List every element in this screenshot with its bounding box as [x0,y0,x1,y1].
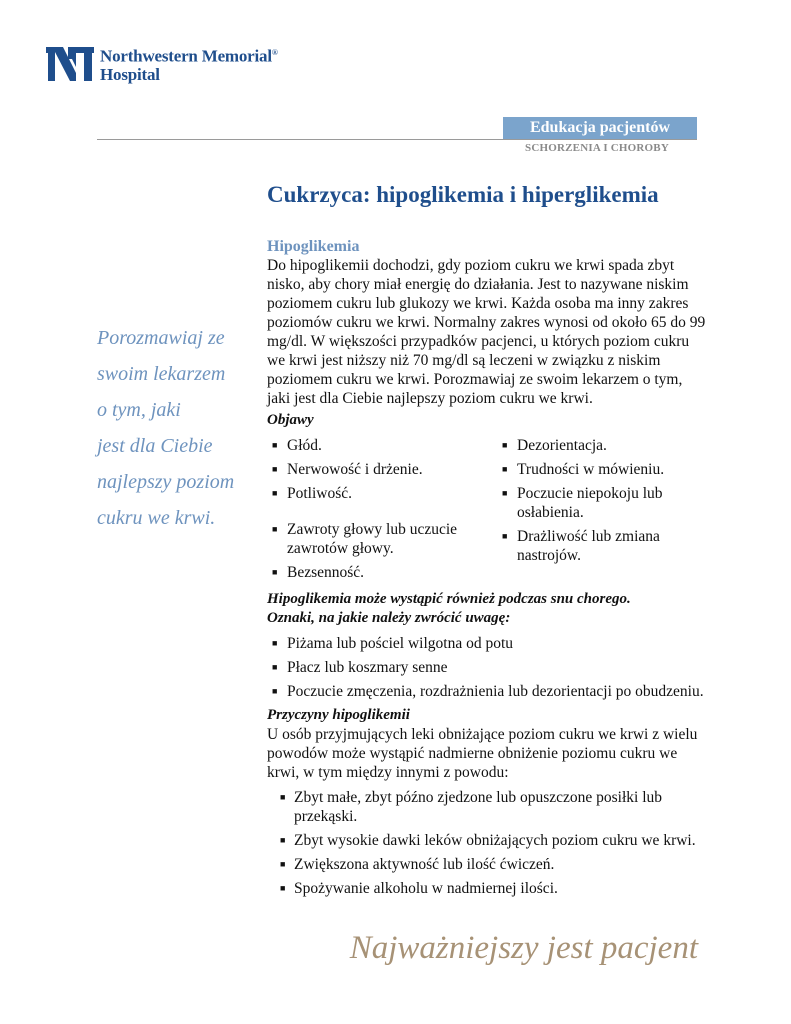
list-item: ■ Poczucie niepokoju lub osłabienia. [497,484,707,522]
list-item: ■ Głód. [267,436,497,455]
list-item: ■ Piżama lub pościel wilgotna od potu [267,634,707,653]
list-item: ■ Bezsenność. [267,563,497,582]
pull-quote-line: najlepszy poziom [97,471,235,493]
list-item: ■ Zwiększona aktywność lub ilość ćwiczeń. [267,855,707,874]
pull-quote-line: Porozmawiaj ze [97,327,225,349]
logo-text [100,44,278,84]
logo-monogram [46,47,94,81]
causes-heading: Przyczyny hipoglikemii [267,707,410,723]
list-item: ■ Potliwość. [267,484,497,503]
night-signs-list [267,634,707,701]
list-item: ■ Drażliwość lub zmiana nastrojów. [497,527,707,565]
header-divider [97,139,697,140]
symptoms-heading: Objawy [267,412,314,428]
pull-quote-line: jest dla Ciebie [97,435,213,457]
night-heading [267,590,707,628]
list-item: ■ Zbyt wysokie dawki leków obniżających poziom cukru we krwi. [267,831,707,850]
causes-intro: U osób przyjmujących leki obniżające poziom cukru we krwi z wielu powodów może wystąpić nadmierne obniżenie poziomu cukru we krwi, w tym między innymi z powodu: [267,726,698,781]
registered-mark: ® [271,48,278,57]
night-heading-line: Hipoglikemia może wystąpić również podczas snu chorego. [267,591,631,607]
night-heading-line: Oznaki, na jakie należy zwrócić uwagę: [267,610,511,626]
section-banner: Edukacja pacjentów [503,117,697,139]
symptoms-list [267,436,707,587]
footer-tagline: Najważniejszy jest pacjent [349,930,698,966]
list-item: ■ Poczucie zmęczenia, rozdrażnienia lub dezorientacji po obudzeniu. [267,682,707,701]
list-item: ■ Trudności w mówieniu. [497,460,707,479]
list-item: ■ Nerwowość i drżenie. [267,460,497,479]
pull-quote-line: o tym, jaki [97,399,181,421]
pull-quote-line: cukru we krwi. [97,507,216,529]
sidebar-pull-quote [97,320,262,536]
list-item: ■ Zbyt małe, zbyt późno zjedzone lub opuszczone posiłki lub przekąski. [267,788,707,826]
main-content [267,237,707,903]
pull-quote-line: swoim lekarzem [97,363,226,385]
symptoms-column-right [497,436,707,587]
causes-list [267,788,707,898]
page-title: Cukrzyca: hipoglikemia i hiperglikemia [267,182,659,207]
section-heading-hypoglycemia: Hipoglikemia [267,238,360,255]
logo-line-1: Northwestern Memorial [100,46,272,66]
list-item: ■ Spożywanie alkoholu w nadmiernej ilości. [267,879,707,898]
hospital-logo [46,44,278,84]
list-item: ■ Dezorientacja. [497,436,707,455]
intro-paragraph: Do hipoglikemii dochodzi, gdy poziom cukru we krwi spada zbyt nisko, aby chory miał energię do działania. Jest to nazywane niskim poziomem cukru lub glukozy we krwi. Każda osoba ma inny zakres poziomów cukru we krwi. Normalny zakres wynosi od około 65 do 99 mg/dl. W większości przypadków pacjenci, u których poziom cukru we krwi jest niższy niż 70 mg/dl są leczeni w związku z niskim poziomem cukru we krwi. Porozmawiaj ze swoim lekarzem o tym, jaki jest dla Ciebie najlepszy poziom cukru we krwi. [267,257,706,407]
list-item: ■ Zawroty głowy lub uczucie zawrotów głowy. [267,520,497,558]
logo-line-2: Hospital [100,64,160,84]
list-item: ■ Płacz lub koszmary senne [267,658,707,677]
section-subtitle: SCHORZENIA I CHOROBY [525,142,669,154]
symptoms-column-left [267,436,497,587]
